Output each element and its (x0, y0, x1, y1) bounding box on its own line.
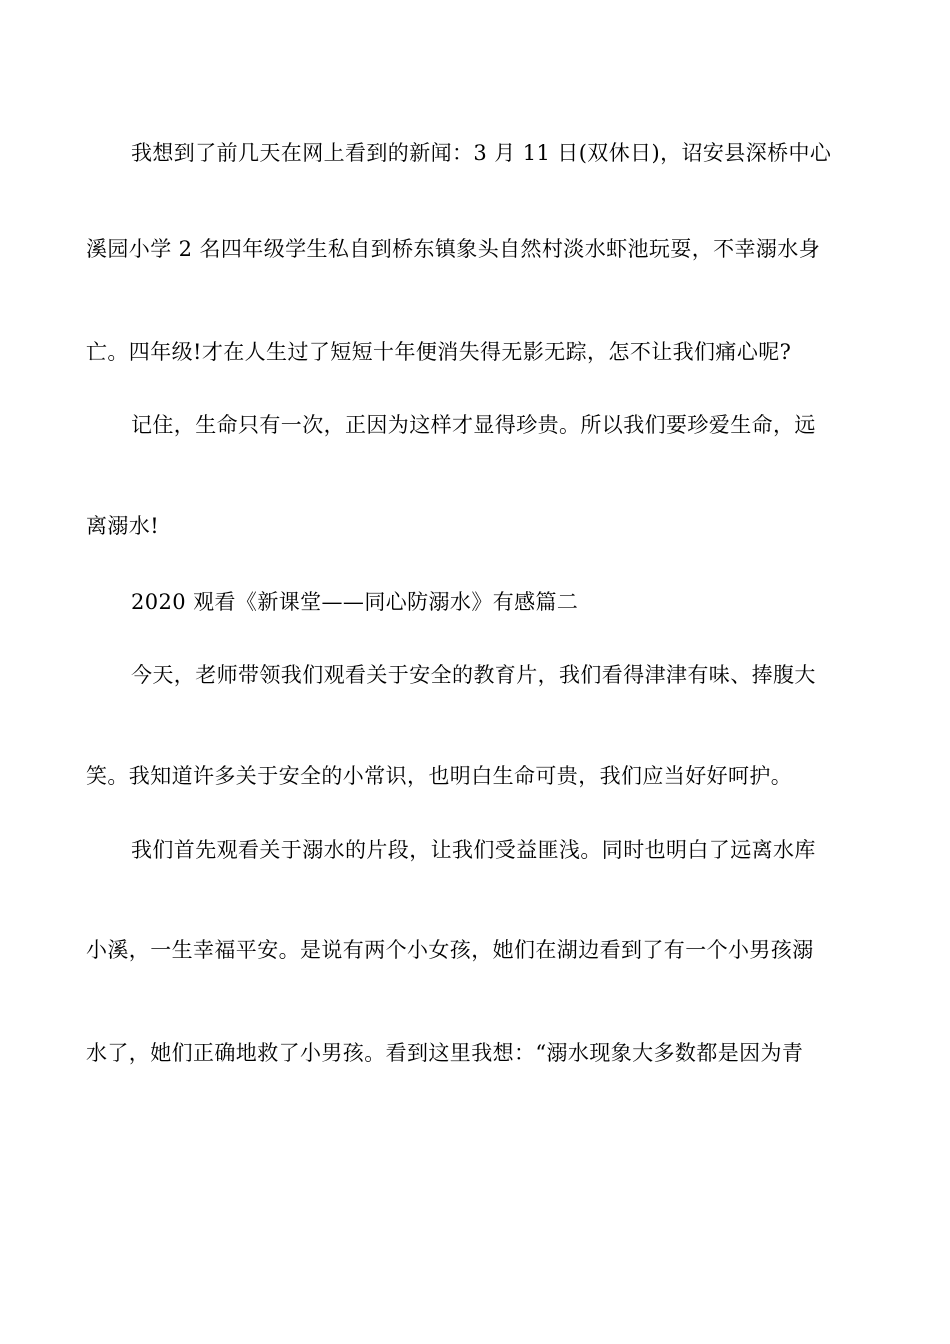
section-heading: 2020 观看《新课堂——同心防溺水》有感篇二 (131, 590, 579, 614)
text-line-11: 水了，她们正确地救了小男孩。看到这里我想：“溺水现象大多数都是因为青 (86, 1041, 804, 1065)
text-line-8: 笑。我知道许多关于安全的小常识，也明白生命可贵，我们应当好好呵护。 (86, 764, 793, 788)
text-line-4: 记住，生命只有一次，正因为这样才显得珍贵。所以我们要珍爱生命，远 (131, 413, 816, 437)
text-line-10: 小溪，一生幸福平安。是说有两个小女孩，她们在湖边看到了有一个小男孩溺 (86, 938, 814, 962)
text-line-3: 亡。四年级!才在人生过了短短十年便消失得无影无踪，怎不让我们痛心呢? (86, 340, 792, 364)
text-line-5: 离溺水! (86, 514, 160, 538)
text-line-1: 我想到了前几天在网上看到的新闻：3 月 11 日(双休日)，诏安县深桥中心 (131, 141, 832, 165)
text-line-9: 我们首先观看关于溺水的片段，让我们受益匪浅。同时也明白了远离水库 (131, 838, 816, 862)
text-line-7: 今天，老师带领我们观看关于安全的教育片，我们看得津津有味、捧腹大 (131, 663, 816, 687)
text-line-2: 溪园小学 2 名四年级学生私自到桥东镇象头自然村淡水虾池玩耍，不幸溺水身 (86, 237, 821, 261)
